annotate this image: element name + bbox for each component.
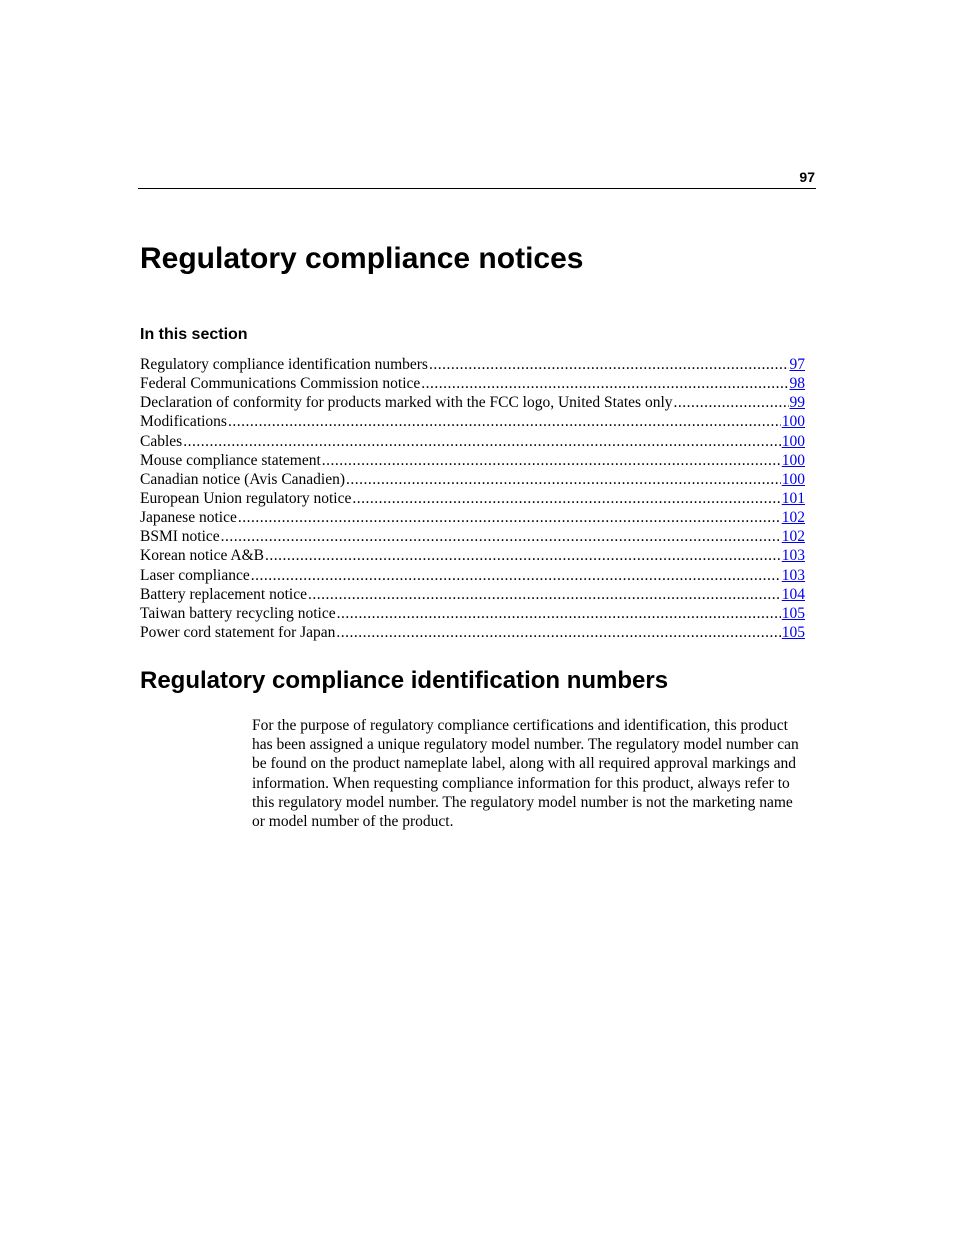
toc-entry xyxy=(140,489,805,508)
toc-entry xyxy=(140,585,805,604)
section-title: Regulatory compliance identification numbers xyxy=(140,667,669,694)
toc-page-link[interactable]: 103 xyxy=(781,566,805,584)
toc-entry-label: Cables xyxy=(140,432,183,450)
toc-heading: In this section xyxy=(140,326,248,343)
toc-entry xyxy=(140,393,805,412)
toc-page-link[interactable]: 105 xyxy=(781,623,805,641)
toc-entry xyxy=(140,546,805,565)
toc-entry-label: Taiwan battery recycling notice xyxy=(140,604,336,622)
toc-entry xyxy=(140,527,805,546)
toc-entry xyxy=(140,374,805,393)
toc-dot-leader xyxy=(674,393,789,412)
toc-entry-label: Regulatory compliance identification numbers xyxy=(140,356,428,373)
toc-entry-label: Korean notice A&B xyxy=(140,547,264,565)
toc-entry-label: European Union regulatory notice xyxy=(140,489,352,507)
toc-entry-label: Mouse compliance statement xyxy=(140,451,321,469)
chapter-title: Regulatory compliance notices xyxy=(140,242,584,275)
toc-page-link[interactable]: 103 xyxy=(781,547,805,565)
toc-page-link[interactable]: 97 xyxy=(789,356,805,373)
toc-dot-leader xyxy=(265,546,781,565)
toc-page-link[interactable]: 102 xyxy=(781,528,805,546)
toc-dot-leader xyxy=(183,432,781,451)
toc-entry xyxy=(140,412,805,431)
toc-page-link[interactable]: 100 xyxy=(781,413,805,431)
toc-page-link[interactable]: 100 xyxy=(781,432,805,450)
toc-dot-leader xyxy=(322,451,781,470)
toc-entry-label: Modifications xyxy=(140,413,227,431)
toc-entry-label: Laser compliance xyxy=(140,566,250,584)
toc-entry xyxy=(140,432,805,451)
toc-dot-leader xyxy=(238,508,781,527)
toc-dot-leader xyxy=(429,355,789,374)
toc-page-link[interactable]: 100 xyxy=(781,451,805,469)
toc-dot-leader xyxy=(421,374,788,393)
toc-page-link[interactable]: 101 xyxy=(781,489,805,507)
toc-page-link[interactable]: 105 xyxy=(781,604,805,622)
toc-entry xyxy=(140,623,805,642)
toc-entry xyxy=(140,470,805,489)
toc-entry-label: Federal Communications Commission notice xyxy=(140,375,421,393)
toc-entry xyxy=(140,508,805,527)
header-rule xyxy=(138,188,816,189)
toc-dot-leader xyxy=(251,566,781,585)
toc-page-link[interactable]: 100 xyxy=(781,470,805,488)
toc-entry xyxy=(140,355,805,374)
toc-page-link[interactable]: 102 xyxy=(781,509,805,527)
toc-entry-label: Battery replacement notice xyxy=(140,585,307,603)
toc-dot-leader xyxy=(352,489,780,508)
toc-entry xyxy=(140,604,805,623)
toc-dot-leader xyxy=(308,585,781,604)
toc-page-link[interactable]: 104 xyxy=(781,585,805,603)
table-of-contents xyxy=(140,355,805,642)
toc-dot-leader xyxy=(221,527,781,546)
toc-entry-label: BSMI notice xyxy=(140,528,220,546)
page-number: 97 xyxy=(799,169,815,185)
toc-entry-label: Japanese notice xyxy=(140,509,237,527)
toc-entry xyxy=(140,451,805,470)
toc-page-link[interactable]: 99 xyxy=(789,394,805,412)
toc-entry xyxy=(140,566,805,585)
toc-dot-leader xyxy=(346,470,781,489)
toc-dot-leader xyxy=(337,604,781,623)
toc-entry-label: Declaration of conformity for products marked with the FCC logo, United States only xyxy=(140,394,673,412)
toc-dot-leader xyxy=(336,623,780,642)
toc-entry-label: Canadian notice (Avis Canadien) xyxy=(140,470,346,488)
toc-entry-label: Power cord statement for Japan xyxy=(140,623,336,641)
toc-dot-leader xyxy=(228,412,781,431)
section-body-paragraph: For the purpose of regulatory compliance certifications and identification, this product has been assigned a unique regulatory model number. The regulatory model number can be found on the product nameplate label, along with all required approval markings and information. When requesting compliance information for this product, always refer to this regulatory model number. The regulatory model number is not the marketing name or model number of the product. xyxy=(252,717,799,831)
toc-page-link[interactable]: 98 xyxy=(789,375,805,393)
